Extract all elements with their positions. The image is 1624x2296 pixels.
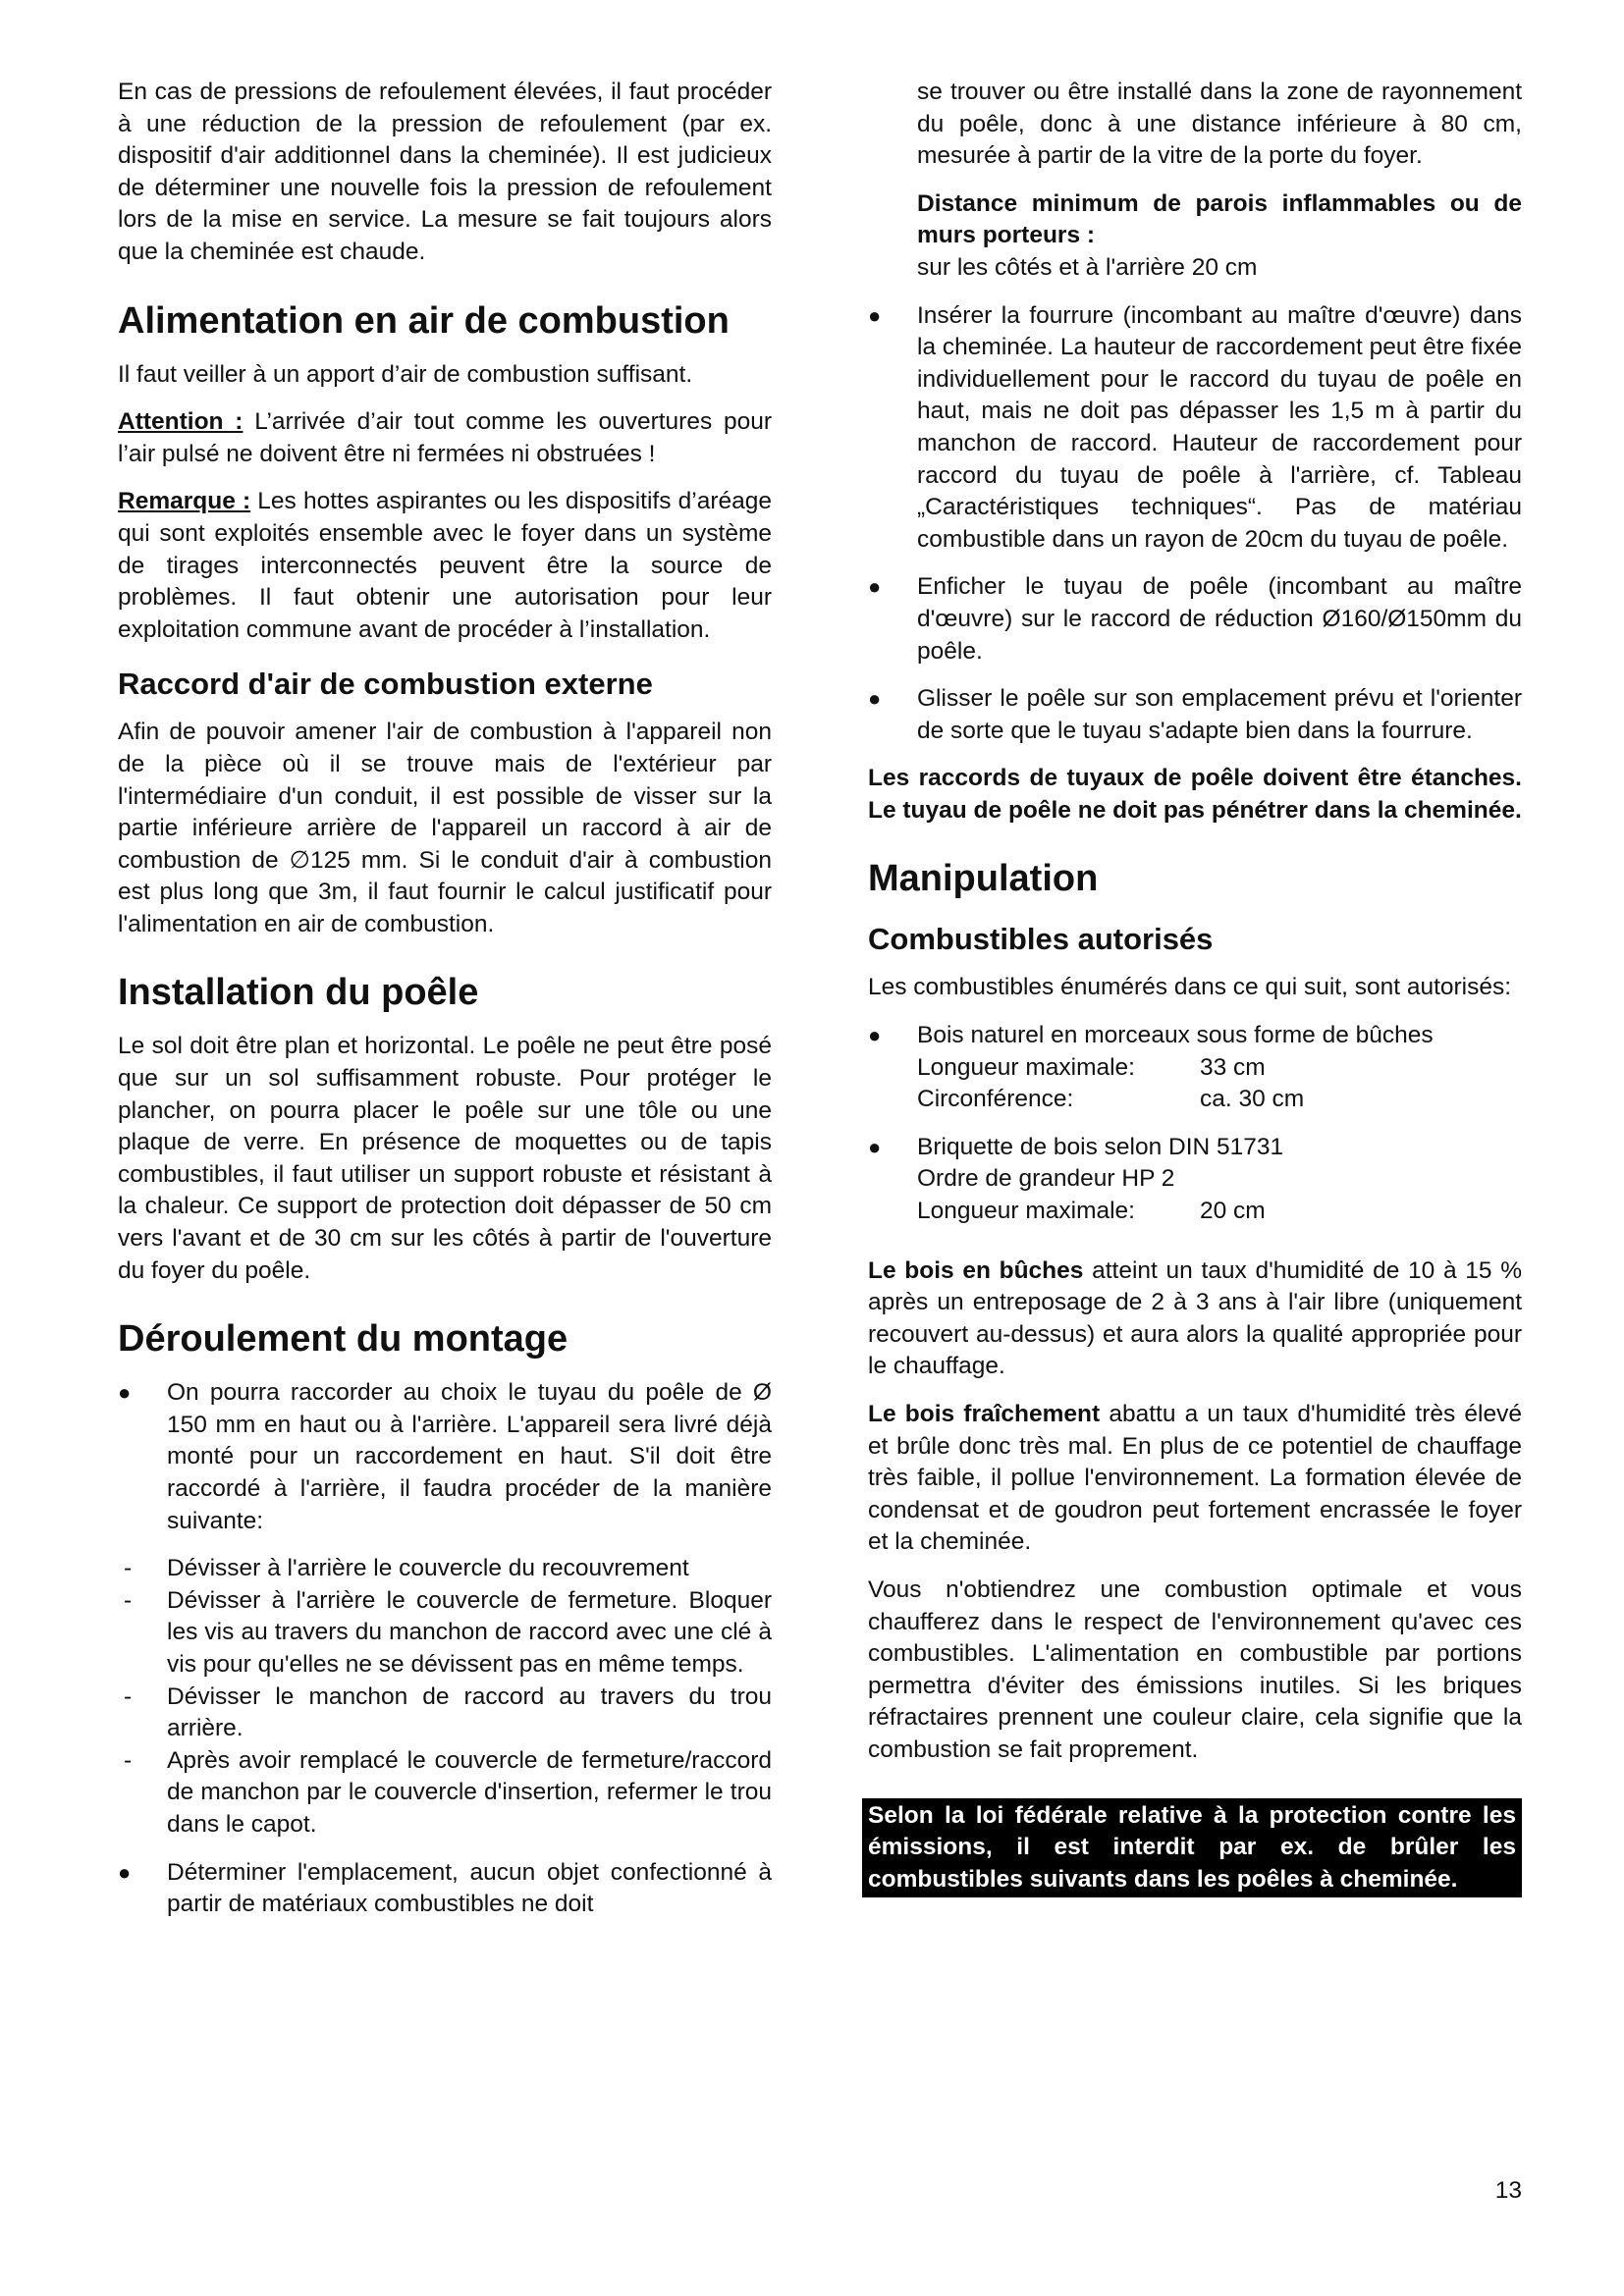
fuel-title: Briquette de bois selon DIN 51731 [917,1133,1284,1160]
fuel-list [868,1020,1522,1228]
dash-icon: - [124,1555,133,1582]
air-paragraph: Il faut veiller à un apport d’air de combustion suffisant. [118,360,693,388]
attention-text: L’arrivée d’air tout comme les ouvertures pour l’air pulsé ne doivent être ni fermées ni obstruées ! [118,408,773,467]
buches-bold: Le bois en bûches [868,1256,1084,1284]
bullet-icon: ● [868,1023,882,1048]
page-number: 13 [1494,2177,1522,2204]
list-item [868,300,1522,557]
dash-icon: - [124,1682,133,1710]
dash-item [118,1553,772,1585]
buches-text: atteint un taux d'humidité de 10 à 15 % après un entreposage de 2 à 3 ans à l'air libre (uniquement recouvert au-dessus) et aura alors la qualité appropriée pour le chauffage. [868,1256,1522,1380]
bullet-icon: ● [118,1380,132,1406]
list-item-text: On pourra raccorder au choix le tuyau du poêle de Ø 150 mm en haut ou à l'arrière. L'appareil sera livré déjà monté pour un raccordement en haut. S'il doit être raccordé à l'arrière, il faudra procéder de la manière suivante: [167,1379,772,1534]
frais-bold: Le bois fraîchement [868,1401,1101,1427]
list-item [118,1377,772,1537]
spec-key: Longueur maximale: [917,1053,1135,1081]
heading-montage: Déroulement du montage [118,1318,568,1361]
montage-list [118,1377,772,1537]
attention-paragraph [118,406,772,470]
heading-combustibles: Combustibles autorisés [868,922,1214,957]
fuel-title: Bois naturel en morceaux sous forme de bûches [917,1022,1434,1049]
list-item-text: Enficher le tuyau de poêle (incombant au maître d'œuvre) sur le raccord de réduction Ø160/Ø150mm du poêle. [917,573,1522,665]
list-item-text: Glisser le poêle sur son emplacement prévu et l'orienter de sorte que le tuyau s'adapte bien dans la fourrure. [917,685,1522,744]
spec-value: 33 cm [1200,1053,1266,1081]
list-item [868,571,1522,667]
buches-paragraph [868,1255,1522,1383]
distance-paragraph [917,188,1522,285]
frais-paragraph [868,1399,1522,1559]
bullet-icon: ● [868,574,882,600]
bullet-icon: ● [118,1859,132,1885]
fuel-line: Ordre de grandeur HP 2 [917,1165,1175,1193]
optimal-paragraph: Vous n'obtiendrez une combustion optimale et vous chaufferez dans le respect de l'environnement qu'avec ces combustibles. L'alimentation en combustible par portions permettra d'éviter des émissions inutiles. Si les briques réfractaires prennent une couleur claire, cela signifie que la combustion se fait proprement. [868,1575,1522,1763]
distance-bold: Distance minimum de parois inflammables ou de murs porteurs : [917,189,1522,249]
list-item [868,1020,1522,1116]
continuation-paragraph: se trouver ou être installé dans la zone de rayonnement du poêle, donc à une distance inférieure à 80 cm, mesurée à partir de la vitre de la porte du foyer. [917,79,1522,170]
bullet-icon: ● [868,1134,882,1159]
spec-key: Longueur maximale: [917,1198,1135,1225]
distance-text: sur les côtés et à l'arrière 20 cm [917,253,1258,281]
spec-value: ca. 30 cm [1200,1086,1305,1113]
list-item [868,683,1522,747]
install-steps-list [868,300,1522,748]
law-notice-box: Selon la loi fédérale relative à la protection contre les émissions, il est interdit par ex. de brûler les combustibles suivants dans les poêles à cheminée. [862,1798,1522,1898]
list-item-text: Déterminer l'emplacement, aucun objet confectionné à partir de matériaux combustibles ne doit [167,1858,772,1918]
remarque-label: Remarque : [118,488,251,515]
fuel-spec-row [917,1052,1522,1085]
heading-air-combustion: Alimentation en air de combustion [118,299,730,342]
dash-icon: - [124,1586,133,1614]
fuel-spec-row [917,1196,1522,1228]
frais-text: abattu a un taux d'humidité très élevé et brûle donc très mal. En plus de ce potentiel de chauffage très faible, il pollue l'environnement. La formation élevée de condensat et de goudron peut fortement encrassée le foyer et la cheminée. [868,1401,1522,1556]
dash-item-text: Dévisser le manchon de raccord au travers du trou arrière. [167,1682,772,1742]
dash-item [118,1585,772,1682]
montage-list-2 [118,1857,772,1921]
remarque-paragraph [118,486,772,646]
combustibles-paragraph: Les combustibles énumérés dans ce qui suit, sont autorisés: [868,974,1512,1001]
dash-item-text: Dévisser à l'arrière le couvercle de fermeture. Bloquer les vis au travers du manchon de raccord avec une clé à vis pour qu'elles ne se dévissent pas en même temps. [167,1586,772,1678]
list-item-text: Insérer la fourrure (incombant au maître d'œuvre) dans la cheminée. La hauteur de raccordement peut être fixée individuellement pour le raccord du tuyau de poêle en haut, mais ne doit pas dépasser les 1,5 m à partir du manchon de raccord. Hauteur de raccordement pour raccord du tuyau de poêle à l'arrière, cf. Tableau „Caractéristiques techniques“. Pas de matériau combustible dans un rayon de 20cm du tuyau de poêle. [917,301,1522,553]
remarque-text: Les hottes aspirantes ou les dispositifs d’aréage qui sont exploités ensemble avec le foyer dans un système de tirages interconnectés peuvent être la source de problèmes. Il faut obtenir une autorisation pour leur exploitation commune avant de procéder à l’installation. [118,488,772,643]
list-item [118,1857,772,1921]
heading-raccord-externe: Raccord d'air de combustion externe [118,667,653,702]
attention-label: Attention : [118,408,244,436]
intro-paragraph: En cas de pressions de refoulement élevées, il faut procéder à une réduction de la pression de refoulement (par ex. dispositif d'air additionnel dans la cheminée). Il est judicieux de déterminer une nouvelle fois la pression de refoulement lors de la mise en service. La mesure se fait toujours alors que la cheminée est chaude. [118,79,772,265]
heading-installation: Installation du poêle [118,972,479,1014]
raccords-warning: Les raccords de tuyaux de poêle doivent être étanches. Le tuyau de poêle ne doit pas pénétrer dans la cheminée. [868,765,1522,824]
dash-item [118,1682,772,1745]
installation-paragraph: Le sol doit être plan et horizontal. Le poêle ne peut être posé que sur un sol suffisamment robuste. Pour protéger le plancher, on pourra placer le poêle sur une tôle ou une plaque de verre. En présence de moquettes ou de tapis combustibles, il faut utiliser un support robuste et résistant à la chaleur. Ce support de protection doit dépasser de 50 cm vers l'avant et de 30 cm sur les côtés à partir de l'ouverture du foyer du poêle. [118,1033,772,1284]
spec-key: Circonférence: [917,1086,1074,1113]
dash-list [118,1553,772,1841]
bullet-icon: ● [868,686,882,712]
dash-icon: - [124,1746,133,1774]
heading-manipulation: Manipulation [868,858,1099,900]
left-column [118,77,772,1937]
spec-value: 20 cm [1200,1198,1266,1225]
right-column [868,77,1522,1897]
bullet-icon: ● [868,302,882,328]
list-item [868,1132,1522,1228]
fuel-spec-row [917,1084,1522,1116]
raccord-paragraph: Afin de pouvoir amener l'air de combustion à l'appareil non de la pièce où il se trouve mais de l'extérieur par l'intermédiaire d'un conduit, il est possible de visser sur la partie inférieure arrière de l'appareil un raccord à air de combustion de ∅125 mm. Si le conduit d'air à combustion est plus long que 3m, il faut fournir le calcul justificatif pour l'alimentation en air de combustion. [118,719,772,937]
dash-item-text: Après avoir remplacé le couvercle de fermeture/raccord de manchon par le couvercle d'insertion, refermer le trou dans le capot. [167,1746,772,1838]
dash-item [118,1745,772,1842]
dash-item-text: Dévisser à l'arrière le couvercle du recouvrement [167,1555,689,1582]
